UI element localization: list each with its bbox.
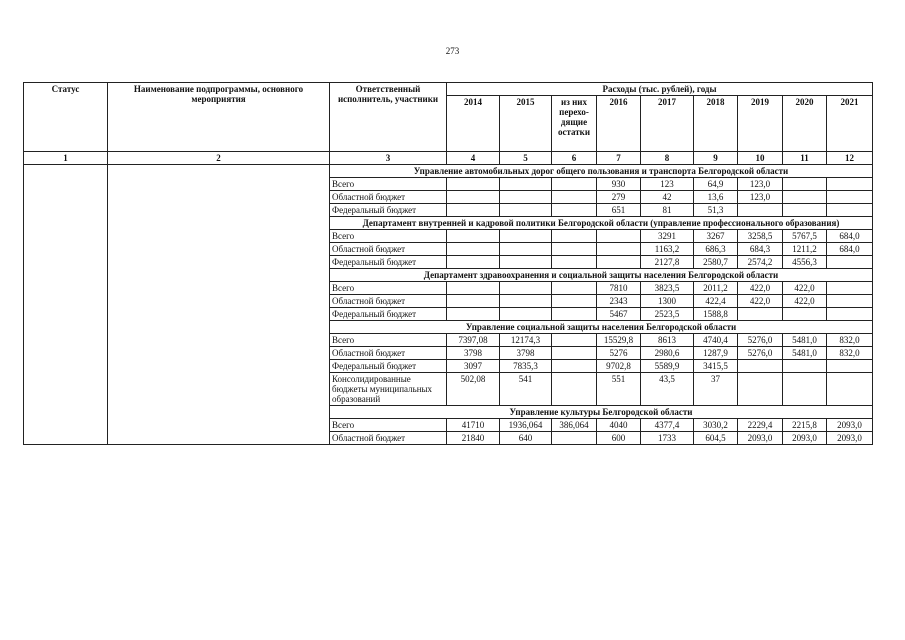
value-cell: 5276,0 <box>738 334 783 347</box>
value-cell <box>738 360 783 373</box>
row-label: Всего <box>330 178 447 191</box>
year-header: 2016 <box>597 96 641 152</box>
value-cell: 9702,8 <box>597 360 641 373</box>
value-cell: 8613 <box>641 334 694 347</box>
value-cell: 2343 <box>597 295 641 308</box>
value-cell: 123,0 <box>738 178 783 191</box>
value-cell: 2523,5 <box>641 308 694 321</box>
value-cell: 1300 <box>641 295 694 308</box>
value-cell <box>783 373 827 406</box>
value-cell: 12174,3 <box>500 334 552 347</box>
value-cell: 1588,8 <box>694 308 738 321</box>
value-cell: 4377,4 <box>641 419 694 432</box>
value-cell: 7835,3 <box>500 360 552 373</box>
year-header: 2021 <box>827 96 873 152</box>
value-cell <box>597 230 641 243</box>
section-title: Управление социальной защиты населения Белгородской области <box>330 321 873 334</box>
value-cell: 279 <box>597 191 641 204</box>
row-label: Областной бюджет <box>330 295 447 308</box>
value-cell: 422,0 <box>783 282 827 295</box>
section-title-row <box>24 165 873 178</box>
value-cell <box>827 373 873 406</box>
value-cell: 604,5 <box>694 432 738 445</box>
value-cell <box>500 243 552 256</box>
column-number: 1 <box>24 152 108 165</box>
column-number: 11 <box>783 152 827 165</box>
value-cell <box>500 178 552 191</box>
year-header: 2019 <box>738 96 783 152</box>
value-cell <box>783 178 827 191</box>
value-cell: 2229,4 <box>738 419 783 432</box>
value-cell: 422,0 <box>783 295 827 308</box>
value-cell: 37 <box>694 373 738 406</box>
value-cell <box>447 178 500 191</box>
row-label: Федеральный бюджет <box>330 256 447 269</box>
value-cell: 422,4 <box>694 295 738 308</box>
value-cell: 5276 <box>597 347 641 360</box>
value-cell: 3097 <box>447 360 500 373</box>
value-cell <box>827 282 873 295</box>
value-cell <box>597 256 641 269</box>
value-cell: 2093,0 <box>783 432 827 445</box>
column-number: 9 <box>694 152 738 165</box>
row-label: Консолидированные бюджеты муниципальных образований <box>330 373 447 406</box>
value-cell: 686,3 <box>694 243 738 256</box>
value-cell <box>447 204 500 217</box>
value-cell: 21840 <box>447 432 500 445</box>
value-cell: 4740,4 <box>694 334 738 347</box>
value-cell <box>447 308 500 321</box>
value-cell: 600 <box>597 432 641 445</box>
value-cell: 2011,2 <box>694 282 738 295</box>
value-cell: 5589,9 <box>641 360 694 373</box>
value-cell: 2093,0 <box>738 432 783 445</box>
value-cell <box>552 282 597 295</box>
value-cell: 2574,2 <box>738 256 783 269</box>
value-cell: 3798 <box>447 347 500 360</box>
value-cell: 684,3 <box>738 243 783 256</box>
value-cell: 13,6 <box>694 191 738 204</box>
section-title: Управление культуры Белгородской области <box>330 406 873 419</box>
value-cell <box>447 243 500 256</box>
value-cell: 4040 <box>597 419 641 432</box>
value-cell <box>500 256 552 269</box>
value-cell: 3798 <box>500 347 552 360</box>
value-cell: 64,9 <box>694 178 738 191</box>
value-cell <box>827 308 873 321</box>
value-cell: 2127,8 <box>641 256 694 269</box>
value-cell <box>738 204 783 217</box>
value-cell <box>500 230 552 243</box>
value-cell: 123,0 <box>738 191 783 204</box>
value-cell: 386,064 <box>552 419 597 432</box>
value-cell <box>552 360 597 373</box>
value-cell: 5467 <box>597 308 641 321</box>
row-label: Областной бюджет <box>330 191 447 204</box>
value-cell: 41710 <box>447 419 500 432</box>
value-cell <box>552 373 597 406</box>
value-cell <box>552 191 597 204</box>
value-cell: 1163,2 <box>641 243 694 256</box>
value-cell: 7397,08 <box>447 334 500 347</box>
year-header: 2014 <box>447 96 500 152</box>
value-cell: 51,3 <box>694 204 738 217</box>
value-cell: 1211,2 <box>783 243 827 256</box>
column-number: 4 <box>447 152 500 165</box>
value-cell: 5481,0 <box>783 347 827 360</box>
value-cell: 2215,8 <box>783 419 827 432</box>
value-cell <box>552 308 597 321</box>
row-label: Всего <box>330 282 447 295</box>
value-cell <box>500 295 552 308</box>
value-cell: 5767,5 <box>783 230 827 243</box>
year-header: 2015 <box>500 96 552 152</box>
row-label: Всего <box>330 419 447 432</box>
value-cell: 832,0 <box>827 347 873 360</box>
value-cell: 15529,8 <box>597 334 641 347</box>
row-label: Всего <box>330 230 447 243</box>
expenses-header: Расходы (тыс. рублей), годы <box>447 83 873 96</box>
status-header: Статус <box>24 83 108 152</box>
value-cell: 2980,6 <box>641 347 694 360</box>
row-label: Областной бюджет <box>330 243 447 256</box>
row-label: Федеральный бюджет <box>330 360 447 373</box>
value-cell <box>552 295 597 308</box>
value-cell <box>783 191 827 204</box>
column-number: 3 <box>330 152 447 165</box>
value-cell: 7810 <box>597 282 641 295</box>
value-cell <box>447 191 500 204</box>
column-number: 8 <box>641 152 694 165</box>
value-cell: 651 <box>597 204 641 217</box>
value-cell <box>738 308 783 321</box>
value-cell <box>738 373 783 406</box>
year-header: из них перехо- дящие остатки <box>552 96 597 152</box>
value-cell <box>500 282 552 295</box>
value-cell: 640 <box>500 432 552 445</box>
section-title: Департамент внутренней и кадровой политики Белгородской области (управление профессионального образования) <box>330 217 873 230</box>
value-cell: 2093,0 <box>827 432 873 445</box>
value-cell <box>552 230 597 243</box>
value-cell <box>500 191 552 204</box>
value-cell <box>552 432 597 445</box>
value-cell: 3291 <box>641 230 694 243</box>
value-cell: 4556,3 <box>783 256 827 269</box>
value-cell: 1733 <box>641 432 694 445</box>
row-label: Федеральный бюджет <box>330 204 447 217</box>
value-cell <box>783 204 827 217</box>
value-cell <box>447 295 500 308</box>
section-title: Департамент здравоохранения и социальной защиты населения Белгородской области <box>330 269 873 282</box>
name-header: Наименование подпрограммы, основного мероприятия <box>108 83 330 152</box>
value-cell: 684,0 <box>827 230 873 243</box>
value-cell: 81 <box>641 204 694 217</box>
row-label: Областной бюджет <box>330 347 447 360</box>
column-number: 12 <box>827 152 873 165</box>
value-cell: 3267 <box>694 230 738 243</box>
value-cell <box>447 282 500 295</box>
column-number: 2 <box>108 152 330 165</box>
value-cell: 123 <box>641 178 694 191</box>
column-number: 5 <box>500 152 552 165</box>
value-cell: 3415,5 <box>694 360 738 373</box>
value-cell <box>827 204 873 217</box>
status-cell <box>24 165 108 445</box>
value-cell: 5276,0 <box>738 347 783 360</box>
year-header: 2020 <box>783 96 827 152</box>
executor-header: Ответственный исполнитель, участники <box>330 83 447 152</box>
column-numbers-row <box>24 152 873 165</box>
value-cell: 832,0 <box>827 334 873 347</box>
column-number: 10 <box>738 152 783 165</box>
page-number: 273 <box>445 46 460 56</box>
value-cell: 2580,7 <box>694 256 738 269</box>
row-label: Федеральный бюджет <box>330 308 447 321</box>
value-cell <box>552 178 597 191</box>
value-cell: 684,0 <box>827 243 873 256</box>
value-cell <box>552 256 597 269</box>
value-cell: 1936,064 <box>500 419 552 432</box>
value-cell <box>827 178 873 191</box>
value-cell: 5481,0 <box>783 334 827 347</box>
value-cell <box>597 243 641 256</box>
year-header: 2017 <box>641 96 694 152</box>
value-cell: 3258,5 <box>738 230 783 243</box>
value-cell <box>552 204 597 217</box>
value-cell <box>783 360 827 373</box>
value-cell: 2093,0 <box>827 419 873 432</box>
value-cell <box>783 308 827 321</box>
value-cell: 551 <box>597 373 641 406</box>
value-cell: 3030,2 <box>694 419 738 432</box>
value-cell <box>552 347 597 360</box>
row-label: Областной бюджет <box>330 432 447 445</box>
value-cell <box>552 334 597 347</box>
header-row <box>24 83 873 96</box>
value-cell <box>447 256 500 269</box>
value-cell <box>827 295 873 308</box>
value-cell <box>827 360 873 373</box>
value-cell <box>500 308 552 321</box>
value-cell: 422,0 <box>738 282 783 295</box>
column-number: 6 <box>552 152 597 165</box>
value-cell: 3823,5 <box>641 282 694 295</box>
value-cell: 42 <box>641 191 694 204</box>
value-cell: 541 <box>500 373 552 406</box>
value-cell <box>827 191 873 204</box>
value-cell <box>500 204 552 217</box>
name-cell <box>108 165 330 445</box>
row-label: Всего <box>330 334 447 347</box>
column-number: 7 <box>597 152 641 165</box>
year-header: 2018 <box>694 96 738 152</box>
value-cell: 1287,9 <box>694 347 738 360</box>
value-cell: 930 <box>597 178 641 191</box>
value-cell: 422,0 <box>738 295 783 308</box>
value-cell: 502,08 <box>447 373 500 406</box>
budget-table <box>23 82 873 445</box>
value-cell: 43,5 <box>641 373 694 406</box>
value-cell <box>447 230 500 243</box>
value-cell <box>552 243 597 256</box>
value-cell <box>827 256 873 269</box>
section-title: Управление автомобильных дорог общего пользования и транспорта Белгородской области <box>330 165 873 178</box>
